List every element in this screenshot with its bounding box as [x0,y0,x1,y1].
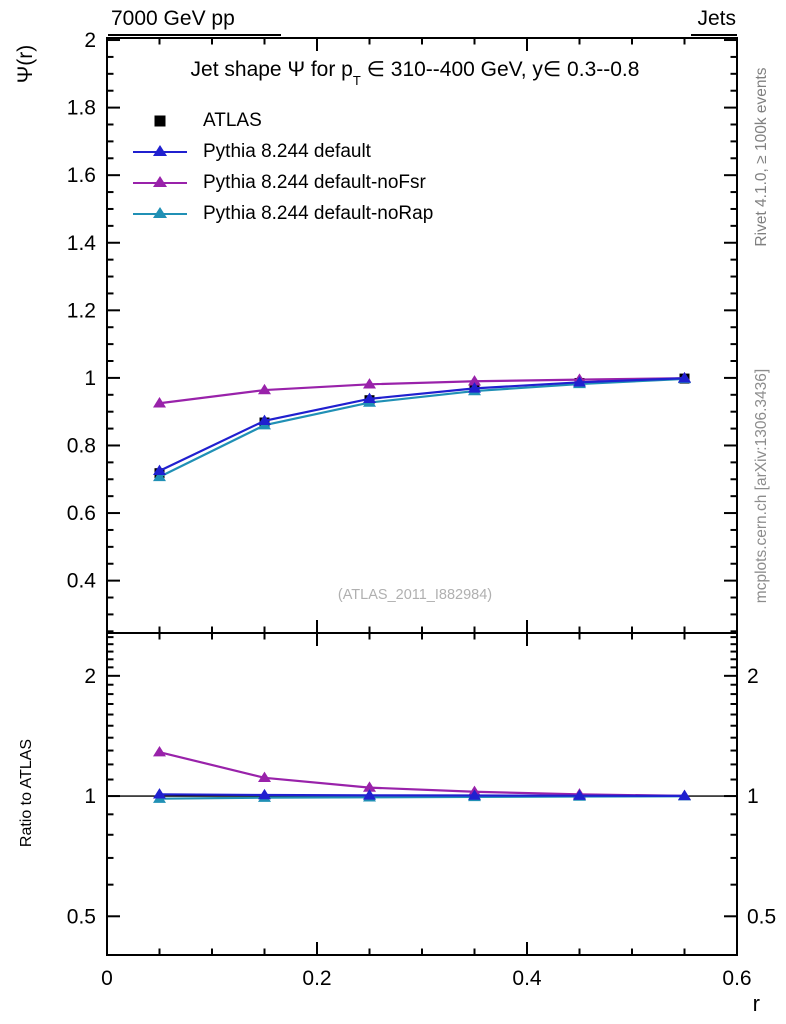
legend-item-pythia-default [133,136,433,167]
x-tick-label: 0.2 [302,967,332,990]
legend-label-pythia-nofsr: Pythia 8.244 default-noFsr [203,171,426,193]
main-y-tick-label: 1.8 [66,96,96,120]
mcplots-attribution-note: mcplots.cern.ch [arXiv:1306.3436] [753,368,770,604]
plot-title [115,57,715,89]
x-tick-label: 0.4 [512,967,542,990]
legend-label-pythia-norap: Pythia 8.244 default-noRap [203,202,434,224]
rivet-version-note: Rivet 4.1.0, ≥ 100k events [753,67,770,247]
series-line-pythia-8-244-default [160,378,685,471]
plot-title-post: ∈ 310--400 GeV, y∈ 0.3--0.8 [360,58,640,81]
main-y-tick-label: 2 [84,29,96,53]
legend-triangle-icon [153,207,167,218]
ratio-y-axis-title: Ratio to ATLAS [18,738,35,848]
x-axis-title: r [752,991,760,1016]
x-tick-label: 0.6 [722,967,752,990]
header-topic-label: Jets [691,6,737,36]
legend [133,105,433,229]
legend-triangle-icon [153,176,167,187]
ratio-y-tick-label-left: 2 [84,664,96,688]
square-marker-icon [133,111,187,131]
main-y-tick-label: 1.4 [66,231,96,255]
main-y-tick-label: 1.2 [66,299,96,323]
legend-label-pythia-default: Pythia 8.244 default [203,140,371,162]
analysis-id-watermark: (ATLAS_2011_I882984) [337,587,493,603]
legend-item-pythia-nofsr [133,167,433,198]
plot-title-pre: Jet shape Ψ for p [190,58,353,81]
ratio-y-tick-label-right: 2 [747,664,759,688]
main-y-tick-label: 0.8 [66,434,96,458]
legend-triangle-icon [153,145,167,156]
header-beam-label: 7000 GeV pp [108,6,281,36]
ratio-y-tick-label-right: 1 [747,785,759,809]
ratio-y-tick-label-left: 1 [84,785,96,809]
legend-item-pythia-norap [133,198,433,229]
ratio-line-pythia-8-244-default-nofsr [160,752,685,796]
ratio-y-tick-label-left: 0.5 [66,905,96,929]
main-y-tick-label: 0.6 [66,502,96,526]
plot-title-subscript: T [352,73,361,89]
legend-label-atlas: ATLAS [203,109,262,131]
line-triangle-marker-icon [133,142,187,162]
ratio-y-tick-label-right: 0.5 [747,905,777,929]
line-triangle-marker-icon [133,173,187,193]
line-triangle-marker-icon [133,204,187,224]
atlas-square-icon [155,115,166,126]
x-tick-label: 0 [101,967,113,990]
main-y-axis-title: Ψ(r) [14,44,37,84]
main-y-tick-label: 1.6 [66,164,96,188]
main-y-tick-label: 1 [84,366,96,390]
main-y-tick-label: 0.4 [66,569,96,593]
legend-item-atlas [133,105,433,136]
marker-triangle-pythia-8-244-default-nofsr [153,746,166,756]
